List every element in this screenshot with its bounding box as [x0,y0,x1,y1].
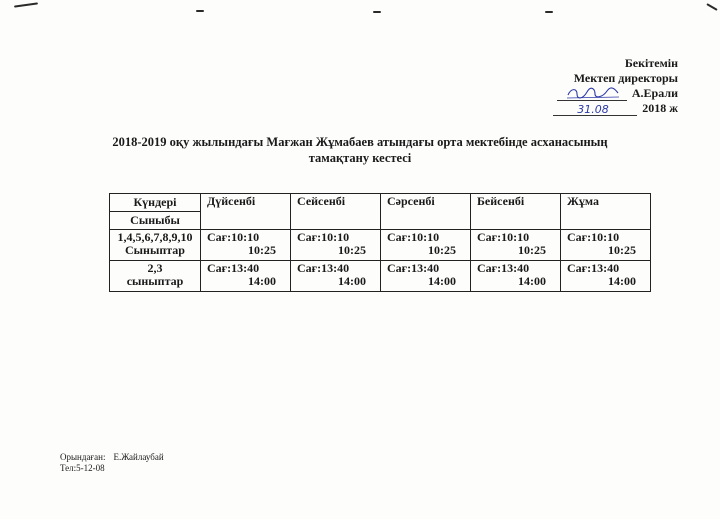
class-group-numbers: 1,4,5,6,7,8,9,10 [117,230,193,244]
author-line [60,452,164,463]
document-footer [60,452,164,474]
author-label: Орындаған: [60,452,106,462]
classes-header: Сыныбы [130,213,180,227]
time-start: Сағ:13:40 [207,261,260,275]
title-line-2: тамақтану кестесі [308,151,412,165]
time-cell-thursday [471,230,561,261]
signature-scribble [565,85,621,101]
author-name: Е.Жайлаубай [113,452,164,462]
document-title [60,134,660,166]
approval-date-line [498,101,678,116]
time-end: 14:00 [428,274,456,288]
time-start: Сағ:10:10 [477,230,530,244]
time-cell-wednesday [381,261,471,292]
time-end: 14:00 [338,274,366,288]
day-header-wednesday: Сәрсенбі [381,194,471,230]
approval-year: 2018 ж [642,101,678,115]
class-group-cell [110,261,201,292]
time-end: 10:25 [338,243,366,257]
time-start: Сағ:10:10 [567,230,620,244]
time-cell-monday [201,230,291,261]
scan-mark [706,3,717,11]
table-row [110,230,651,261]
handwritten-date: 31.08 [577,103,609,116]
date-field [553,103,637,116]
time-end: 14:00 [608,274,636,288]
time-cell-tuesday [291,230,381,261]
time-end: 10:25 [248,243,276,257]
approve-label: Бекітемін [624,56,678,70]
time-cell-friday [561,261,651,292]
class-group-numbers: 2,3 [147,261,163,275]
time-cell-monday [201,261,291,292]
director-name: А.Ерали [631,86,678,100]
days-header: Күндері [110,194,200,212]
day-header-friday: Жұма [561,194,651,230]
time-end: 10:25 [608,243,636,257]
time-start: Сағ:10:10 [207,230,260,244]
scan-mark [196,10,204,12]
time-start: Сағ:13:40 [387,261,440,275]
director-label: Мектеп директоры [573,71,678,85]
time-end: 10:25 [428,243,456,257]
time-start: Сағ:10:10 [387,230,440,244]
class-group-label: Сыныптар [125,243,185,257]
corner-header-cell [110,194,201,230]
time-end: 14:00 [518,274,546,288]
meal-schedule-table [109,193,651,292]
scan-mark [545,11,553,13]
time-start: Сағ:13:40 [477,261,530,275]
time-cell-tuesday [291,261,381,292]
title-line-1: 2018-2019 оқу жылындағы Мағжан Жұмабаев атындағы орта мектебінде асханасының [112,135,608,149]
scan-mark [373,11,381,13]
class-group-cell [110,230,201,261]
time-cell-wednesday [381,230,471,261]
day-header-monday: Дүйсенбі [201,194,291,230]
scan-mark [14,2,38,7]
time-end: 10:25 [518,243,546,257]
approval-block [498,56,678,116]
director-signature-line [498,86,678,101]
time-start: Сағ:10:10 [297,230,350,244]
table-row [110,261,651,292]
phone-line: Тел:5-12-08 [60,463,105,473]
time-cell-thursday [471,261,561,292]
time-end: 14:00 [248,274,276,288]
day-header-thursday: Бейсенбі [471,194,561,230]
signature-field [557,88,627,101]
class-group-label: сыныптар [126,274,184,288]
time-cell-friday [561,230,651,261]
time-start: Сағ:13:40 [297,261,350,275]
day-header-tuesday: Сейсенбі [291,194,381,230]
time-start: Сағ:13:40 [567,261,620,275]
table-header-row [110,194,651,230]
